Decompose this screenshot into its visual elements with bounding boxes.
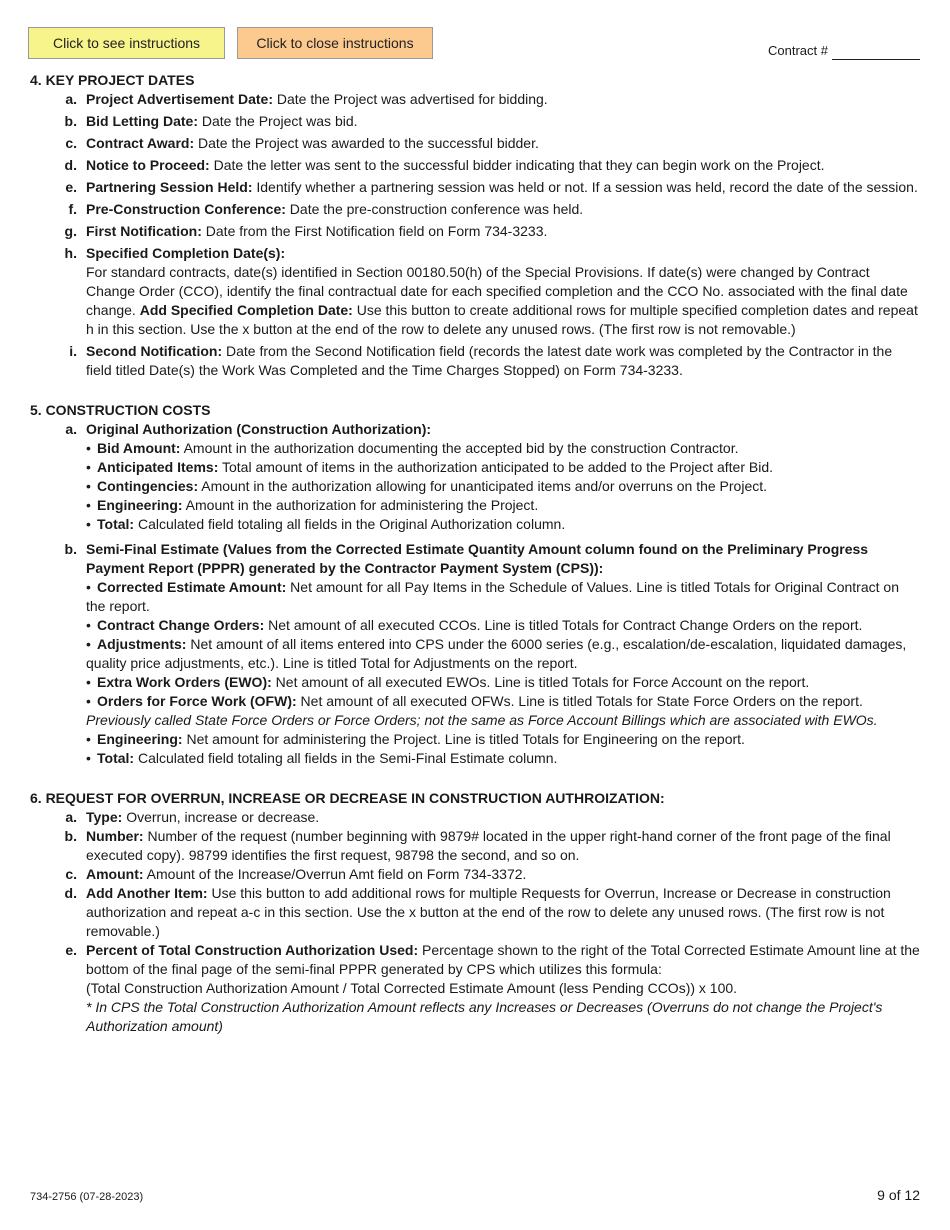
list-item: a. Project Advertisement Date: Date the Project was advertised for bidding.	[65, 91, 548, 107]
list-item: a. Original Authorization (Construction Authorization): • Bid Amount: Amount in the authorization documenting the accepted bid by the construction Contractor. • Anticipated Items: Total amount of items in the authorization anticipated to be added to the Project after Bid. • Contingencies: Amount in the authorization allowing for unanticipated items and/or overruns on the Project. • Engineering: Amount in the authorization for administering the Project. • Total: Calculated field totaling all fields in the Original Authorization column.	[30, 420, 920, 534]
bullet-item: • Adjustments: Net amount of all items entered into CPS under the 6000 series (e.g., escalation/de-escalation, liquidated damages, quality price adjustments, etc.). Line is titled Total for Adjustments on the report.	[86, 636, 907, 671]
section-4-title: 4. KEY PROJECT DATES	[30, 72, 195, 88]
instructions-content	[30, 71, 920, 1039]
section-5-list	[30, 420, 920, 768]
list-item: e. Percent of Total Construction Authorization Used: Percentage shown to the right of the Total Corrected Estimate Amount line at the bottom of the final page of the semi-final PPPR generated by CPS which utilizes this formula: (Total Construction Authorization Amount / Total Corrected Estimate Amount (less Pending CCOs)) x 100. * In CPS the Total Construction Authorization Amount reflects any Increases or Decreases (Overruns do not change the Project's Authorization amount)	[65, 942, 920, 1034]
page-number: 9 of 12	[877, 1187, 920, 1203]
bullet-item: • Contract Change Orders: Net amount of all executed CCOs. Line is titled Totals for Contract Change Orders on the report.	[86, 617, 863, 633]
section-6-title: 6. REQUEST FOR OVERRUN, INCREASE OR DECREASE IN CONSTRUCTION AUTHROIZATION:	[30, 790, 665, 806]
bullet-item: • Extra Work Orders (EWO): Net amount of all executed EWOs. Line is titled Totals for Force Account on the report.	[86, 674, 810, 690]
list-item: a. Type: Overrun, increase or decrease.	[65, 809, 320, 825]
list-item: h. Specified Completion Date(s): For standard contracts, date(s) identified in Section 00180.50(h) of the Special Provisions. If date(s) were changed by Contract Change Order (CCO), identify the final contractual date for each specified completion and the CCO No. associated with the final date change. Add Specified Completion Date: Use this button to create additional rows for multiple specified completion dates and repeat h in this section. Use the x button at the end of the row to delete any unused rows. (The first row is not removable.)	[64, 245, 918, 337]
contract-number-label: Contract #	[768, 43, 828, 58]
bullet-item: • Corrected Estimate Amount: Net amount for all Pay Items in the Schedule of Values. Line is titled Totals for Original Contract on the report.	[86, 579, 899, 614]
bullet-item: • Bid Amount: Amount in the authorization documenting the accepted bid by the construction Contractor.	[86, 440, 739, 456]
close-instructions-button[interactable]: Click to close instructions	[237, 27, 433, 59]
bullet-item: • Engineering: Net amount for administering the Project. Line is titled Totals for Engineering on the report.	[86, 731, 745, 747]
contract-number-field[interactable]	[832, 45, 920, 60]
bullet-item: • Engineering: Amount in the authorization for administering the Project.	[86, 497, 539, 513]
formula-text: (Total Construction Authorization Amount / Total Corrected Estimate Amount (less Pending CCOs)) x 100.	[86, 980, 738, 996]
force-orders-note: Previously called State Force Orders or Force Orders; not the same as Force Account Billings which are associated with EWOs.	[86, 712, 878, 728]
list-item: d. Notice to Proceed: Date the letter was sent to the successful bidder indicating that they can begin work on the Project.	[64, 157, 825, 173]
see-instructions-button[interactable]: Click to see instructions	[28, 27, 225, 59]
bullet-item: • Total: Calculated field totaling all fields in the Original Authorization column.	[86, 516, 566, 532]
list-item: e. Partnering Session Held: Identify whether a partnering session was held or not. If a session was held, record the date of the session.	[65, 179, 918, 195]
bullet-item: • Anticipated Items: Total amount of items in the authorization anticipated to be added to the Project after Bid.	[86, 459, 773, 475]
list-item: d. Add Another Item: Use this button to add additional rows for multiple Requests for Overrun, Increase or Decrease in construction authorization and repeat a-c in this section. Use the x button at the end of the row to delete any unused rows. (The first row is not removable.)	[64, 885, 891, 939]
bullet-item: • Orders for Force Work (OFW): Net amount of all executed OFWs. Line is titled Totals for State Force Orders on the report.	[86, 693, 863, 709]
cps-note: * In CPS the Total Construction Authorization Amount reflects any Increases or Decreases (Overruns do not change the Project's Authorization amount)	[86, 999, 883, 1034]
list-item: b. Number: Number of the request (number beginning with 9879# located in the upper right-hand corner of the front page of the final executed copy). 98799 identifies the first request, 98798 the second, and so on.	[64, 828, 891, 863]
bullet-item: • Total: Calculated field totaling all fields in the Semi-Final Estimate column.	[86, 750, 558, 766]
section-5-title: 5. CONSTRUCTION COSTS	[30, 402, 211, 418]
list-item: b. Semi-Final Estimate (Values from the Corrected Estimate Quantity Amount column found on the Preliminary Progress Payment Report (PPPR) generated by the Contractor Payment System (CPS)): • Corrected Estimate Amount: Net amount for all Pay Items in the Schedule of Values. Line is titled Totals for Original Contract on the report. • Contract Change Orders: Net amount of all executed CCOs. Line is titled Totals for Contract Change Orders on the report. • Adjustments: Net amount of all items entered into CPS under the 6000 series (e.g., escalation/de-escalation, liquidated damages, quality price adjustments, etc.). Line is titled Total for Adjustments on the report. • Extra Work Orders (EWO): Net amount of all executed EWOs. Line is titled Totals for Force Account on the report. • Orders for Force Work (OFW): Net amount of all executed OFWs. Line is titled Totals for State Force Orders on the report. Previously called State Force Orders or Force Orders; not the same as Force Account Billings which are associated with EWOs. • Engineering: Net amount for administering the Project. Line is titled Totals for Engineering on the report. • Total: Calculated field totaling all fields in the Semi-Final Estimate column.	[30, 540, 920, 768]
bullet-item: • Contingencies: Amount in the authorization allowing for unanticipated items and/or overruns on the Project.	[86, 478, 768, 494]
form-number: 734-2756 (07-28-2023)	[30, 1191, 144, 1203]
list-item: g. First Notification: Date from the First Notification field on Form 734-3233.	[64, 223, 548, 239]
section-4-list	[30, 90, 920, 380]
list-item: i. Second Notification: Date from the Second Notification field (records the latest date work was completed by the Contractor in the field titled Date(s) the Work Was Completed and the Time Charges Stopped) on Form 734-3233.	[69, 343, 893, 378]
top-toolbar	[28, 27, 920, 63]
list-item: c. Amount: Amount of the Increase/Overrun Amt field on Form 734-3372.	[65, 866, 527, 882]
list-item: b. Bid Letting Date: Date the Project was bid.	[64, 113, 358, 129]
section-6-list	[30, 808, 920, 1036]
contract-number	[768, 41, 920, 60]
list-item: f. Pre-Construction Conference: Date the pre-construction conference was held.	[68, 201, 584, 217]
list-item: c. Contract Award: Date the Project was awarded to the successful bidder.	[65, 135, 539, 151]
